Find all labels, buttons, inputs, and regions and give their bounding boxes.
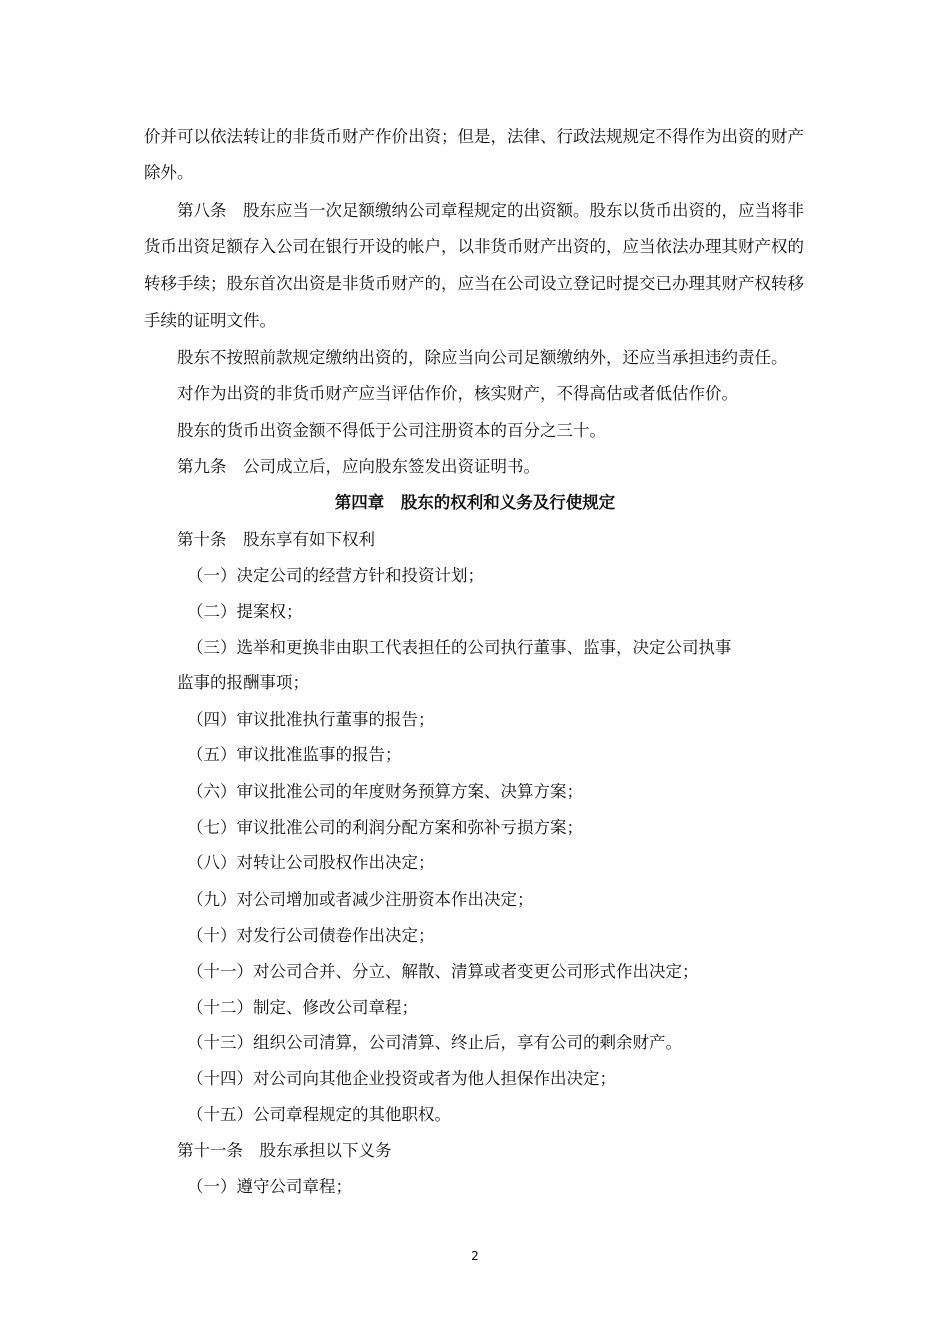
list-item: （十）对发行公司债卷作出决定； [187,926,435,945]
list-item: （一）遵守公司章程； [187,1177,352,1196]
article-9-line: 第九条 公司成立后，应向股东签发出资证明书。 [177,457,540,476]
paragraph-line: 股东不按照前款规定缴纳出资的，除应当向公司足额缴纳外，还应当承担违约责任。 [177,348,788,367]
list-item: （十四）对公司向其他企业投资或者为他人担保作出决定； [187,1069,616,1088]
list-item-continuation: 监事的报酬事项； [177,673,309,692]
paragraph-line: 除外。 [144,163,194,182]
list-item: （四）审议批准执行董事的报告； [187,710,435,729]
list-item: （六）审议批准公司的年度财务预算方案、决算方案； [187,782,583,801]
list-item: （十一）对公司合并、分立、解散、清算或者变更公司形式作出决定； [187,962,699,981]
list-item: （五）审议批准监事的报告； [187,745,402,764]
list-item: （十五）公司章程规定的其他职权。 [187,1105,451,1124]
paragraph-line: 货币出资足额存入公司在银行开设的帐户，以非货币财产出资的，应当依法办理其财产权的 [144,237,804,256]
list-item: （七）审议批准公司的利润分配方案和弥补亏损方案； [187,818,583,837]
page-number: 2 [471,1249,479,1263]
list-item: （九）对公司增加或者减少注册资本作出决定； [187,890,534,909]
paragraph-line: 转移手续；股东首次出资是非货币财产的，应当在公司设立登记时提交已办理其财产权转移 [144,274,804,293]
list-item: （一）决定公司的经营方针和投资计划； [187,566,484,585]
list-item: （二）提案权； [187,602,303,621]
paragraph-line: 价并可以依法转让的非货币财产作价出资；但是，法律、行政法规规定不得作为出资的财产 [144,127,804,146]
list-item: （八）对转让公司股权作出决定； [187,853,435,872]
paragraph-line: 股东的货币出资金额不得低于公司注册资本的百分之三十。 [177,421,606,440]
paragraph-line: 手续的证明文件。 [144,311,276,330]
paragraph-line: 对作为出资的非货币财产应当评估作价，核实财产，不得高估或者低估作价。 [177,384,738,403]
list-item: （十二）制定、修改公司章程； [187,998,418,1017]
article-11-line: 第十一条 股东承担以下义务 [177,1141,392,1160]
list-item: （三）选举和更换非由职工代表担任的公司执行董事、监事，决定公司执事 [187,638,732,657]
article-10-line: 第十条 股东享有如下权利 [177,530,375,549]
chapter-heading: 第四章 股东的权利和义务及行使规定 [334,493,616,512]
list-item: （十三）组织公司清算，公司清算、终止后，享有公司的剩余财产。 [187,1033,682,1052]
article-8-line: 第八条 股东应当一次足额缴纳公司章程规定的出资额。股东以货币出资的，应当将非 [177,201,804,220]
